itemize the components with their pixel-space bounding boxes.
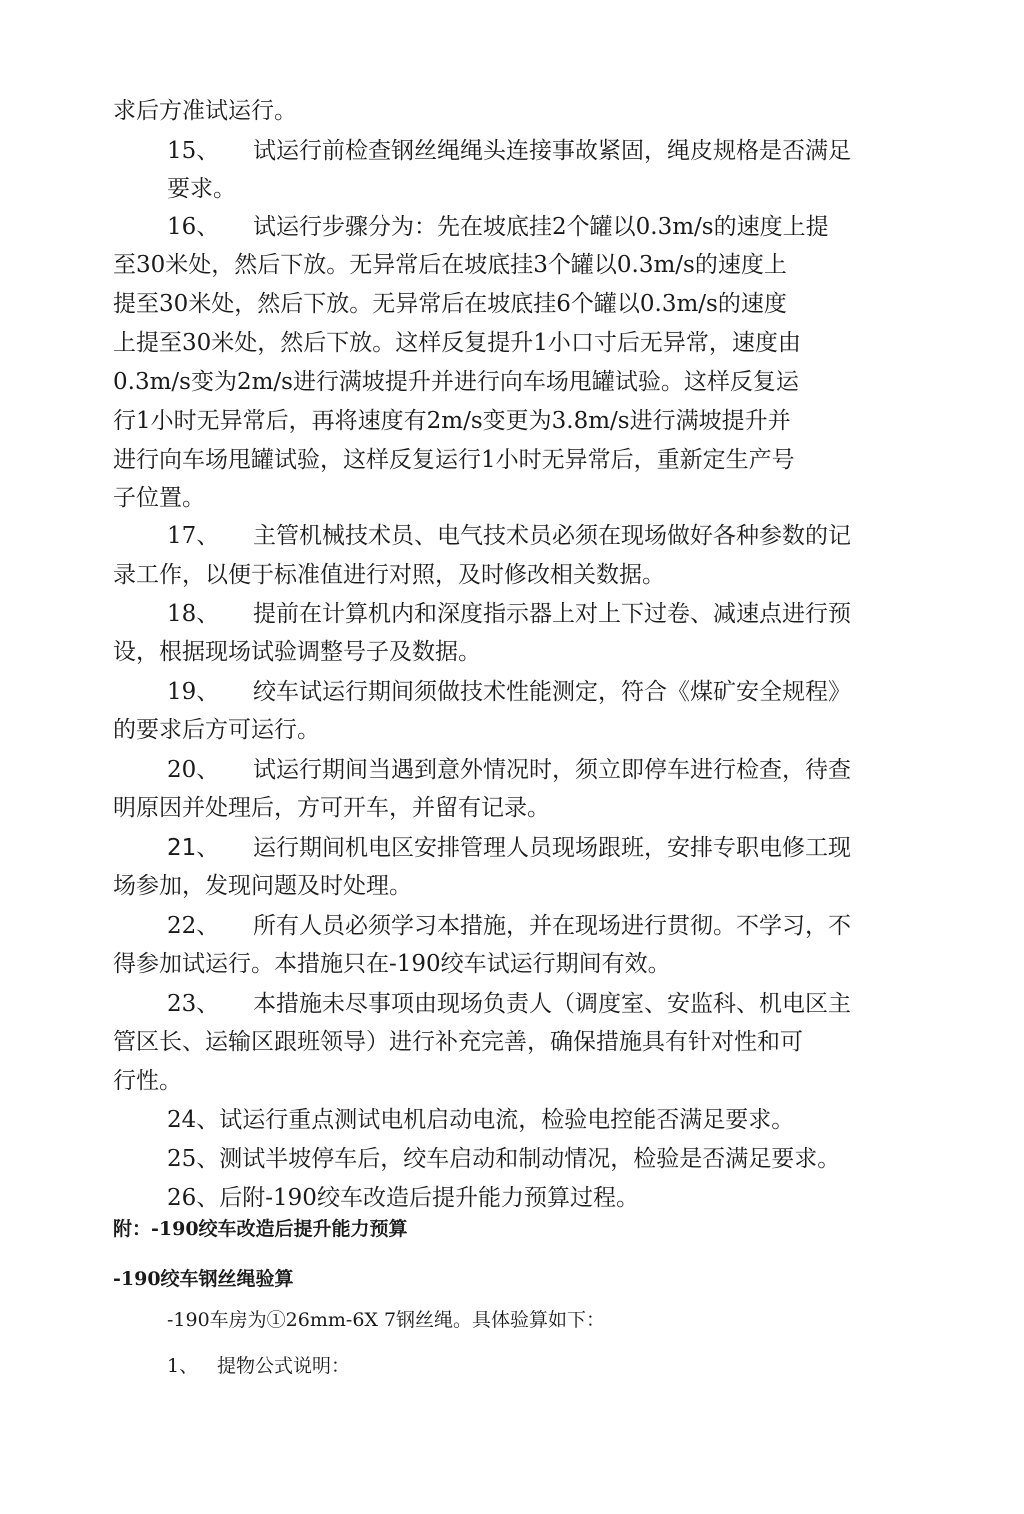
text-line: 子位置。 — [113, 485, 205, 511]
item-number: 20、 — [167, 757, 220, 783]
list-item-1: 1、 提物公式说明： — [167, 1350, 350, 1382]
list-item-16: 16、 试运行步骤分为：先在坡底挂2个罐以0.3m/s的速度上提 — [167, 211, 829, 243]
item-number: 22、 — [167, 913, 220, 939]
list-item-21: 21、 运行期间机电区安排管理人员现场跟班，安排专职电修工现 — [167, 832, 851, 864]
text-line: 明原因并处理后，方可开车，并留有记录。 — [113, 795, 550, 821]
text-line: 求后方准试运行。 — [113, 98, 297, 124]
item-number: 18、 — [167, 601, 220, 627]
list-item-24: 24、试运行重点测试电机启动电流，检验电控能否满足要求。 — [167, 1107, 795, 1133]
text-line: 至30米处，然后下放。无异常后在坡底挂3个罐以0.3m/s的速度上 — [113, 252, 787, 278]
item-number: 19、 — [167, 679, 220, 705]
text-line: 得参加试运行。本措施只在-190绞车试运行期间有效。 — [113, 951, 671, 977]
list-item-15: 15、 试运行前检查钢丝绳绳头连接事故紧固，绳皮规格是否满足 — [167, 135, 851, 167]
item-number: 21、 — [167, 835, 220, 861]
text-line: 行性。 — [113, 1068, 182, 1094]
item-number: 1、 — [167, 1355, 199, 1377]
text-line: 行1小时无异常后，再将速度有2m/s变更为3.8m/s进行满坡提升并 — [113, 408, 791, 434]
text-line: 管区长、运输区跟班领导）进行补充完善，确保措施具有针对性和可 — [113, 1029, 803, 1055]
list-item-18: 18、 提前在计算机内和深度指示器上对上下过卷、减速点进行预 — [167, 598, 851, 630]
text-line: 设，根据现场试验调整号子及数据。 — [113, 639, 481, 665]
section-heading: -190绞车钢丝绳验算 — [113, 1268, 294, 1290]
appendix-heading: 附：-190绞车改造后提升能力预算 — [113, 1218, 408, 1240]
text-line: 的要求后方可运行。 — [113, 717, 320, 743]
list-item-19: 19、 绞车试运行期间须做技术性能测定，符合《煤矿安全规程》 — [167, 676, 851, 708]
item-number: 16、 — [167, 214, 220, 240]
text-line: 提至30米处，然后下放。无异常后在坡底挂6个罐以0.3m/s的速度 — [113, 291, 787, 317]
text-line: 0.3m/s变为2m/s进行满坡提升并进行向车场甩罐试验。这样反复运 — [113, 369, 799, 395]
list-item-20: 20、 试运行期间当遇到意外情况时，须立即停车进行检查，待查 — [167, 754, 851, 786]
list-item-22: 22、 所有人员必须学习本措施，并在现场进行贯彻。不学习，不 — [167, 910, 851, 942]
text-line: 进行向车场甩罐试验，这样反复运行1小时无异常后，重新定生产号 — [113, 447, 795, 473]
list-item-23: 23、 本措施未尽事项由现场负责人（调度室、安监科、机电区主 — [167, 988, 851, 1020]
text-line: -190车房为①26mm-6X 7钢丝绳。具体验算如下： — [167, 1309, 606, 1331]
text-line: 要求。 — [167, 176, 236, 202]
text-line: 场参加，发现问题及时处理。 — [113, 873, 412, 899]
text-line: 上提至30米处，然后下放。这样反复提升1小口寸后无异常，速度由 — [113, 330, 801, 356]
text-line: 录工作，以便于标准值进行对照，及时修改相关数据。 — [113, 562, 665, 588]
item-number: 23、 — [167, 991, 220, 1017]
list-item-17: 17、 主管机械技术员、电气技术员必须在现场做好各种参数的记 — [167, 520, 851, 552]
list-item-25: 25、测试半坡停车后，绞车启动和制动情况，检验是否满足要求。 — [167, 1146, 841, 1172]
item-number: 15、 — [167, 138, 220, 164]
list-item-26: 26、后附-190绞车改造后提升能力预算过程。 — [167, 1185, 639, 1211]
item-number: 17、 — [167, 523, 220, 549]
